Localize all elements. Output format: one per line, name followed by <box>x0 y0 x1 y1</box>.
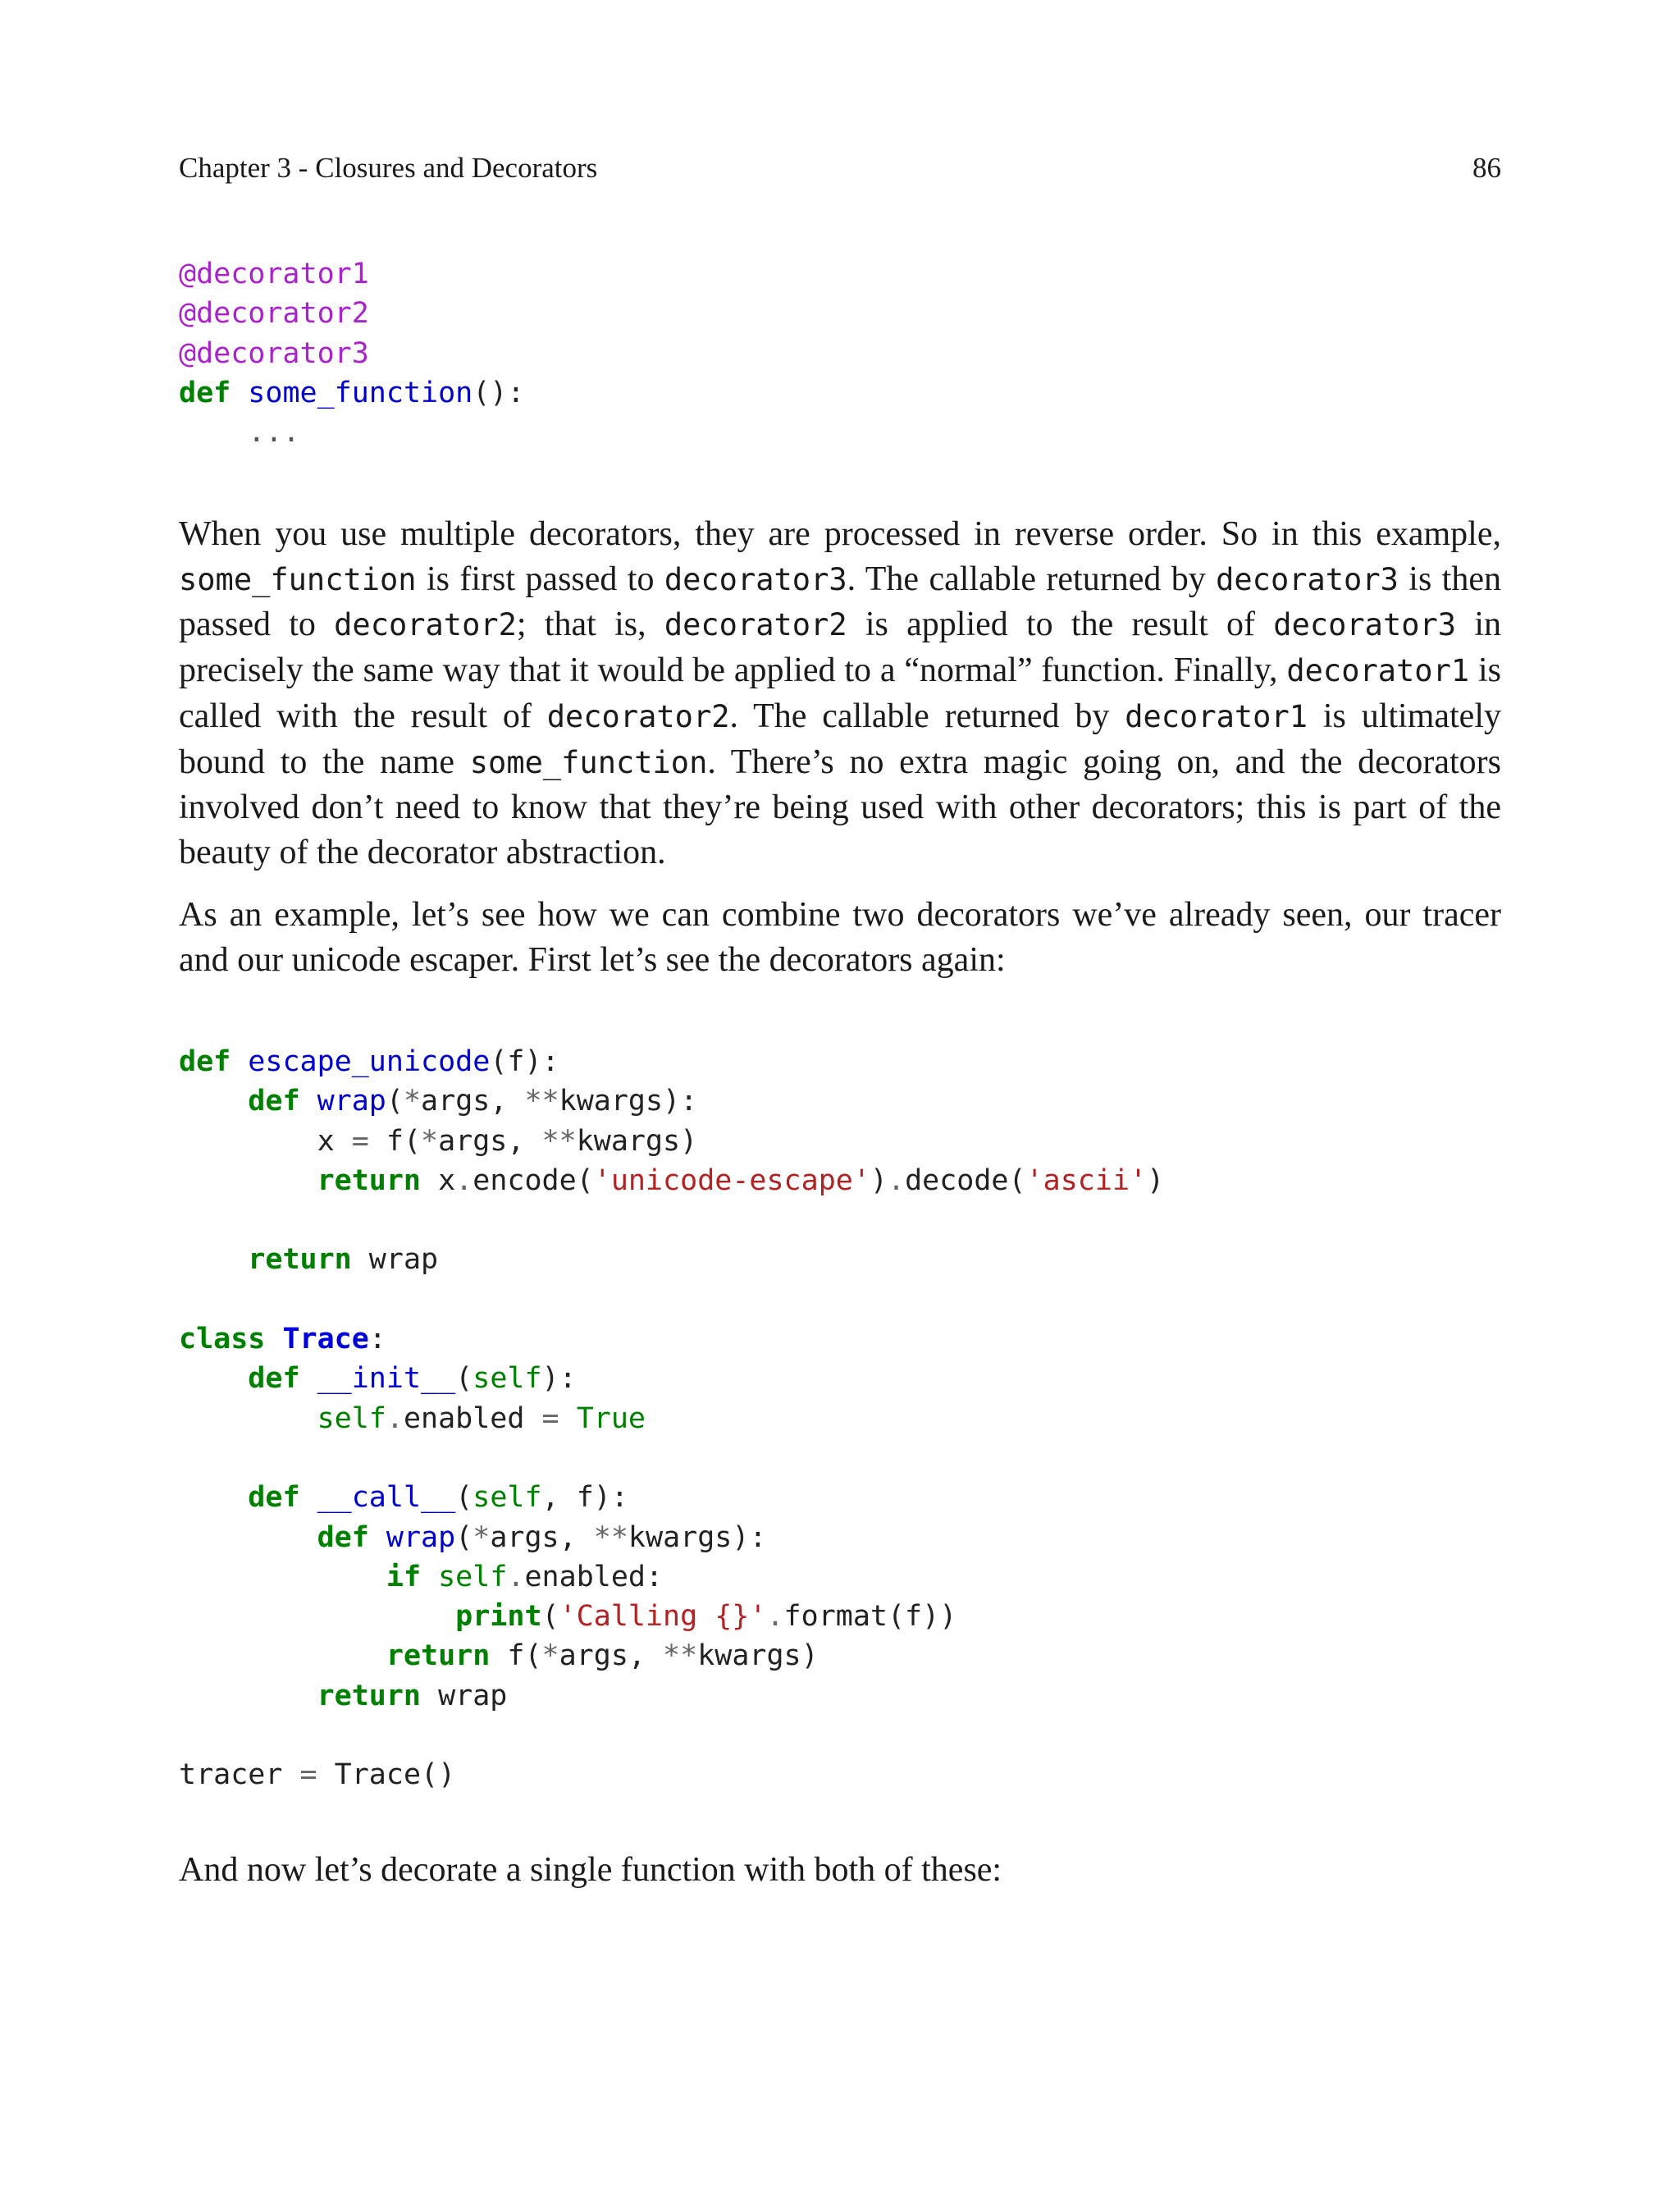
code-token: . <box>455 1163 473 1197</box>
code-token: ( <box>455 1481 473 1515</box>
code-token: return <box>317 1679 422 1712</box>
code-token: ( <box>455 1520 473 1554</box>
code-token: encode( <box>472 1163 594 1197</box>
code-token: 'Calling {}' <box>559 1600 767 1634</box>
function-signature: (): <box>472 376 525 409</box>
code-token: kwargs): <box>559 1085 698 1118</box>
text-run: . The callable returned by <box>729 697 1125 735</box>
inline-code: decorator3 <box>1216 561 1399 597</box>
code-token <box>179 1680 317 1712</box>
code-line <box>179 1362 577 1395</box>
code-token: self <box>438 1560 508 1593</box>
inline-code: some_function <box>469 744 708 780</box>
code-token: . <box>766 1600 784 1634</box>
code-line <box>179 1164 1164 1197</box>
code-token: : <box>368 1323 386 1356</box>
code-token: args, <box>490 1520 594 1554</box>
code-token: decode( <box>905 1163 1026 1197</box>
code-line <box>179 1521 767 1554</box>
text-run: is then passed to <box>179 560 1501 644</box>
code-token: ** <box>663 1639 698 1673</box>
inline-code: decorator1 <box>1286 653 1470 689</box>
code-token: x <box>421 1163 456 1197</box>
code-token <box>421 1561 438 1593</box>
code-token <box>179 1362 248 1395</box>
code-token <box>179 1085 248 1118</box>
code-line <box>179 1323 386 1355</box>
code-token: 'unicode-escape' <box>593 1163 870 1197</box>
code-token <box>300 1085 317 1118</box>
code-line <box>179 1481 628 1514</box>
code-line <box>179 1045 559 1078</box>
paragraph-combine-example: As an example, let’s see how we can combine two decorators we’ve already seen, our tracer and our unicode escaper. First let’s see the decorators again: <box>179 896 1501 979</box>
code-block-decorators <box>179 1042 1164 1795</box>
paragraph-decorate-both: And now let’s decorate a single function with both of these: <box>179 1851 1002 1889</box>
code-token: kwargs): <box>628 1520 767 1554</box>
code-token: wrap <box>421 1679 508 1712</box>
code-line <box>179 1600 956 1633</box>
code-token: f( <box>368 1124 422 1158</box>
text-run: is applied to the result of <box>847 606 1274 644</box>
text-run: is called with the result of <box>179 651 1501 735</box>
code-token: def <box>248 1481 300 1515</box>
inline-code: decorator3 <box>1273 607 1457 643</box>
code-token: args, <box>421 1085 525 1118</box>
code-token: wrap <box>317 1085 386 1118</box>
function-name: some_function <box>248 376 473 409</box>
code-token: * <box>472 1520 491 1554</box>
chapter-title: Chapter 3 - Closures and Decorators <box>179 152 598 184</box>
code-token: ** <box>593 1520 628 1554</box>
code-token: ** <box>541 1124 577 1158</box>
code-token: __init__ <box>317 1362 456 1396</box>
text-run: is first passed to <box>416 560 664 598</box>
code-token: . <box>386 1401 404 1435</box>
text-run: in precisely the same way that it would be applied to a “normal” function. Finally, <box>179 606 1501 690</box>
inline-code: decorator1 <box>1125 698 1308 734</box>
inline-code: decorator2 <box>664 607 847 643</box>
decorator-line: @decorator1 <box>179 258 369 290</box>
code-token <box>300 1481 317 1514</box>
code-token: return <box>248 1243 352 1277</box>
code-token: wrap <box>351 1243 439 1277</box>
page-number: 86 <box>1472 152 1501 184</box>
code-token <box>369 1521 386 1554</box>
code-token <box>179 1639 386 1672</box>
code-line <box>179 1243 438 1276</box>
code-token <box>179 1600 455 1633</box>
inline-code: decorator3 <box>664 561 847 597</box>
decorator-line: @decorator2 <box>179 297 369 331</box>
text-run: When you use multiple decorators, they are processed in reverse order. So in this example, <box>179 515 1501 553</box>
code-token: (f): <box>490 1045 559 1078</box>
code-token: ) <box>870 1163 888 1197</box>
code-token: self <box>472 1481 542 1515</box>
code-token <box>265 1323 282 1355</box>
text-run: . The callable returned by <box>847 560 1217 598</box>
page-header <box>179 148 1501 189</box>
code-token <box>300 1362 317 1395</box>
code-token: . <box>888 1163 906 1197</box>
code-token: True <box>576 1401 646 1435</box>
code-token: * <box>421 1124 439 1158</box>
code-token: tracer <box>179 1758 300 1792</box>
code-token <box>179 1402 317 1435</box>
code-token: enabled: <box>524 1560 664 1593</box>
code-token: escape_unicode <box>248 1045 491 1078</box>
code-token <box>179 1481 248 1514</box>
def-keyword: def <box>179 376 231 409</box>
code-token: 'ascii' <box>1025 1163 1148 1197</box>
code-token: = <box>299 1758 317 1792</box>
code-token: = <box>541 1401 559 1435</box>
code-line <box>179 1125 697 1158</box>
code-token: ( <box>455 1362 473 1396</box>
code-token: def <box>248 1085 300 1118</box>
text-run: . There’s no extra magic going on, and the decorators involved don’t need to know that they’re being used with other decorators; this is part of the beauty of the decorator abstraction. <box>179 743 1501 871</box>
code-token: self <box>472 1362 542 1396</box>
code-token <box>179 1164 317 1197</box>
code-token: ): <box>541 1362 577 1396</box>
code-token: format(f)) <box>783 1600 957 1634</box>
code-token: def <box>179 1045 231 1078</box>
body-ellipsis: ... <box>248 416 300 450</box>
code-token: kwargs) <box>576 1124 698 1158</box>
code-token: enabled <box>403 1401 542 1435</box>
paragraph-decorator-order <box>179 512 1501 875</box>
code-token: if <box>386 1560 422 1593</box>
code-line <box>179 1085 697 1118</box>
code-line <box>179 1680 507 1712</box>
code-token: Trace <box>282 1323 369 1356</box>
code-token: x <box>179 1124 352 1158</box>
text-run: ; that is, <box>516 606 664 644</box>
code-token: args, <box>438 1124 542 1158</box>
code-token <box>231 1045 248 1078</box>
code-token: , f): <box>541 1481 628 1515</box>
code-token: args, <box>559 1639 664 1673</box>
code-token: = <box>351 1124 369 1158</box>
code-token <box>179 1243 248 1276</box>
code-token: def <box>317 1520 369 1554</box>
code-token: ** <box>524 1085 559 1118</box>
code-token: Trace() <box>317 1758 456 1792</box>
code-line <box>179 1639 819 1672</box>
code-token: ( <box>386 1085 404 1118</box>
inline-code: decorator2 <box>334 607 517 643</box>
code-token: print <box>455 1600 542 1634</box>
code-line <box>179 1758 455 1791</box>
code-token: class <box>179 1323 266 1356</box>
inline-code: decorator2 <box>546 698 730 734</box>
code-token: . <box>507 1560 525 1593</box>
code-token: ( <box>541 1600 559 1634</box>
code-token <box>559 1402 577 1435</box>
code-token: __call__ <box>317 1481 456 1515</box>
text-run: is ultimately bound to the name <box>179 697 1501 781</box>
code-token: kwargs) <box>697 1639 819 1673</box>
code-block-decorator-stack <box>179 254 524 452</box>
code-token: return <box>317 1163 422 1197</box>
inline-code: some_function <box>179 561 417 597</box>
code-line <box>179 1402 646 1435</box>
code-token: return <box>386 1639 491 1673</box>
code-token: wrap <box>386 1520 456 1554</box>
decorator-line: @decorator3 <box>179 336 369 370</box>
code-token: self <box>317 1401 386 1435</box>
code-token: ) <box>1147 1163 1165 1197</box>
code-line <box>179 1561 663 1593</box>
code-token <box>179 1521 317 1554</box>
code-token: f( <box>490 1639 542 1673</box>
code-token: * <box>403 1085 422 1118</box>
code-token <box>179 1561 386 1593</box>
code-token: * <box>541 1639 559 1673</box>
code-token: def <box>248 1362 300 1396</box>
